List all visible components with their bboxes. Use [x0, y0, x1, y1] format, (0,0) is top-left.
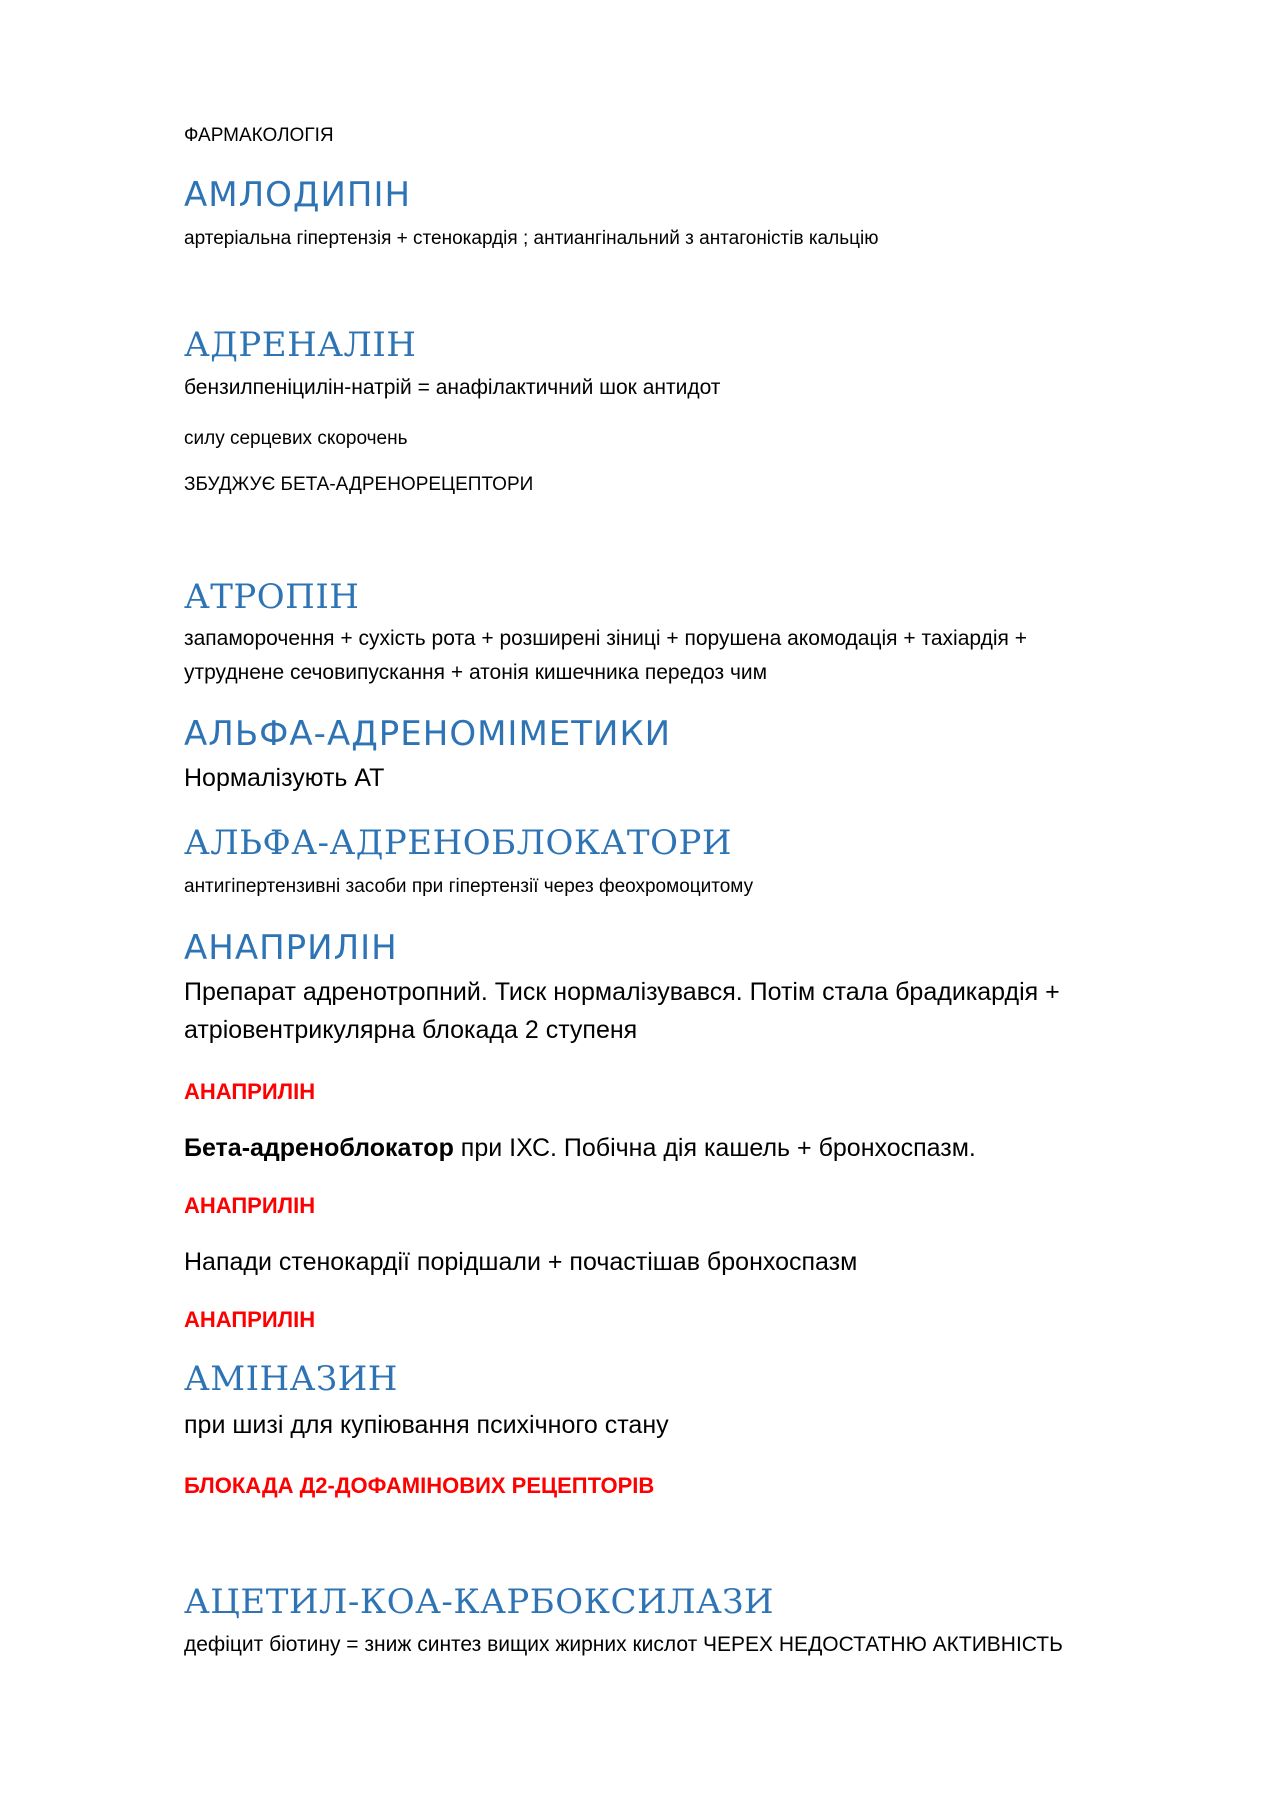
heading-adrenalin: АДРЕНАЛІН	[184, 325, 417, 365]
anaprilin-text-3-rest: при ІХС. Побічна дія кашель + бронхоспазм.	[453, 1134, 976, 1162]
anaprilin-answer-3: АНАПРИЛІН	[184, 1307, 316, 1332]
anaprilin-text-2: атріовентрикулярна блокада 2 ступеня	[184, 1016, 638, 1044]
atropin-text-1: запаморочення + сухість рота + розширені зіниці + порушена акомодація + тахіардія +	[184, 627, 1027, 650]
heading-alpha-blockers: АЛЬФА-АДРЕНОБЛОКАТОРИ	[184, 823, 732, 863]
anaprilin-bold-term: Бета-адреноблокатор	[184, 1134, 454, 1162]
anaprilin-answer-2: АНАПРИЛІН	[184, 1193, 316, 1218]
heading-anaprilin: АНАПРИЛІН	[184, 928, 398, 968]
anaprilin-text-4: Напади стенокардії порідшали + почастішав бронхоспазм	[184, 1248, 858, 1276]
adrenalin-text-2: силу серцевих скорочень	[184, 428, 408, 449]
adrenalin-text-3: ЗБУДЖУЄ БЕТА-АДРЕНОРЕЦЕПТОРИ	[184, 474, 534, 495]
heading-alpha-mimetics: АЛЬФА-АДРЕНОМІМЕТИКИ	[184, 714, 672, 754]
anaprilin-text-3	[184, 1134, 976, 1163]
acetyl-text: дефіцит біотину = зниж синтез вищих жирних кислот ЧЕРЕХ НЕДОСТАТНЮ АКТИВНІСТЬ	[184, 1633, 1063, 1656]
heading-acetyl: АЦЕТИЛ-КОА-КАРБОКСИЛАЗИ	[184, 1582, 775, 1622]
heading-atropin: АТРОПІН	[184, 577, 360, 617]
adrenalin-text-1: бензилпеніцилін-натрій = анафілактичний шок антидот	[184, 376, 721, 399]
heading-amlodipin: АМЛОДИПІН	[184, 175, 412, 215]
alpha-blockers-text: антигіпертензивні засоби при гіпертензії через феохромоцитому	[184, 876, 754, 897]
document-label: ФАРМАКОЛОГІЯ	[184, 125, 334, 146]
aminazin-text: при шизі для купіювання психічного стану	[184, 1411, 669, 1439]
amlodipin-text: артеріальна гіпертензія + стенокардія ; антиангінальний з антагоністів кальцію	[184, 228, 879, 249]
aminazin-answer: БЛОКАДА Д2-ДОФАМІНОВИХ РЕЦЕПТОРІВ	[184, 1473, 655, 1498]
anaprilin-answer-1: АНАПРИЛІН	[184, 1079, 316, 1104]
anaprilin-text-1: Препарат адренотропний. Тиск нормалізувався. Потім стала брадикардія +	[184, 978, 1060, 1006]
atropin-text-2: утруднене сечовипускання + атонія кишечника передоз чим	[184, 661, 768, 684]
heading-aminazin: АМІНАЗИН	[184, 1359, 398, 1399]
alpha-mimetics-text: Нормалізують АТ	[184, 764, 385, 792]
